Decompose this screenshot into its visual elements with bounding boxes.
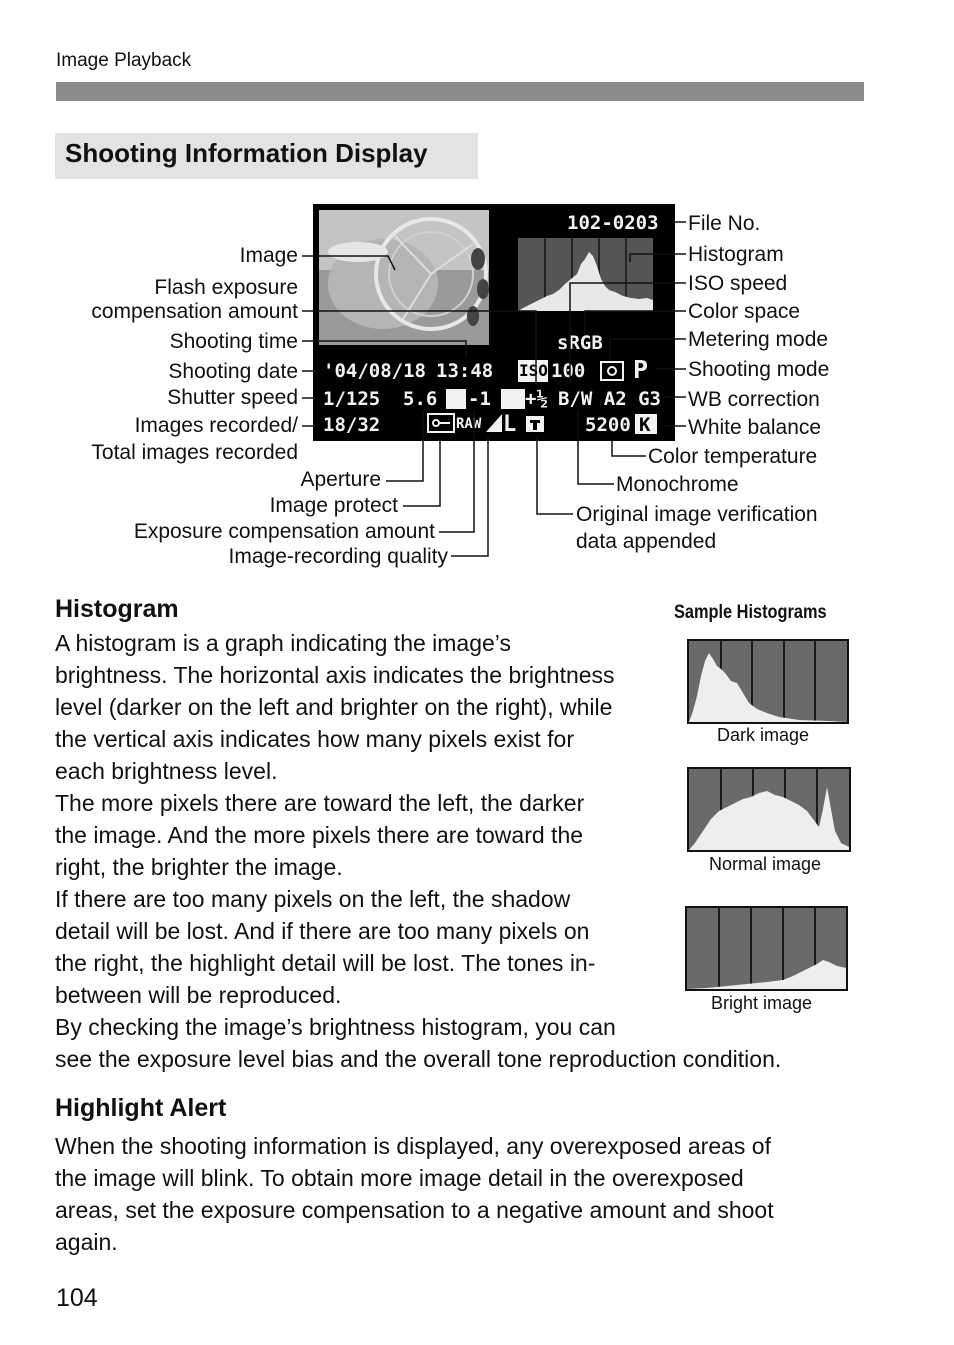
highlight-line: areas, set the exposure compensation to a negative amount and shoot: [55, 1197, 774, 1223]
lcd-color-temp: 5200: [585, 414, 631, 436]
lcd-iso-value: 100: [551, 360, 586, 382]
lcd-aperture: 5.6: [403, 388, 438, 410]
label-file-no: File No.: [688, 212, 761, 235]
label-white-balance: White balance: [688, 416, 822, 439]
histogram-line: right, the brighter the image.: [55, 854, 343, 880]
lcd-wb-correction: B/W A2 G3: [558, 388, 661, 410]
bright-histogram: [685, 906, 848, 991]
histogram-line: between will be reproduced.: [55, 982, 342, 1008]
label-color-temperature: Color temperature: [648, 445, 818, 468]
exp-comp-icon: [446, 389, 466, 409]
label-flash-comp-line2: compensation amount: [91, 300, 298, 323]
normal-histogram: [687, 767, 851, 852]
label-shooting-time: Shooting time: [169, 330, 298, 353]
lcd-quality-size: L: [503, 412, 517, 437]
label-color-space: Color space: [688, 300, 801, 323]
label-shooting-date: Shooting date: [168, 360, 298, 383]
highlight-heading: Highlight Alert: [55, 1094, 227, 1122]
histogram-line: A histogram is a graph indicating the image’s: [55, 630, 512, 656]
page-number: 104: [56, 1284, 98, 1312]
lcd-color-space: sRGB: [557, 332, 603, 354]
histogram-line: see the exposure level bias and the overall tone reproduction condition.: [55, 1046, 782, 1072]
highlight-line: again.: [55, 1229, 118, 1255]
histogram-line: By checking the image’s brightness histogram, you can: [55, 1014, 616, 1040]
label-verification-line2: data appended: [576, 530, 717, 553]
highlight-line: the image will blink. To obtain more image detail in the overexposed: [55, 1165, 744, 1191]
section-title: Shooting Information Display: [55, 133, 478, 179]
histogram-line: the vertical axis indicates how many pixels exist for: [55, 726, 574, 752]
lcd-exp-comp: -1: [468, 388, 491, 410]
histogram-line: the right, the highlight detail will be lost. The tones in-: [55, 950, 596, 976]
label-wb-correction: WB correction: [688, 388, 820, 411]
label-quality: Image-recording quality: [228, 545, 448, 568]
running-header: Image Playback: [56, 50, 192, 71]
lcd-images-count: 18/32: [323, 414, 381, 436]
label-monochrome: Monochrome: [616, 473, 739, 496]
histogram-line: detail will be lost. And if there are too many pixels on: [55, 918, 590, 944]
label-exposure-comp: Exposure compensation amount: [133, 520, 435, 543]
lcd-wb-symbol: K: [639, 414, 651, 436]
label-iso-speed: ISO speed: [688, 272, 788, 295]
highlight-body: [55, 1130, 915, 1258]
metering-icon: [601, 362, 623, 380]
dark-histogram: [687, 639, 849, 724]
lcd-quality-raw: RAW: [456, 416, 482, 432]
bright-image-caption: Bright image: [711, 993, 813, 1013]
label-image-protect: Image protect: [269, 494, 398, 517]
label-verification-line1: Original image verification: [576, 503, 818, 526]
normal-image-caption: Normal image: [709, 854, 822, 874]
sample-histograms-title: Sample Histograms: [674, 602, 827, 623]
label-shutter-speed: Shutter speed: [167, 386, 298, 409]
flash-comp-icon: [501, 389, 525, 409]
lcd-shutter: 1/125: [323, 388, 381, 410]
lcd-date: '04/08/18: [323, 360, 426, 382]
histogram-line: level (darker on the left and brighter on the right), while: [55, 694, 613, 720]
lcd-display: [313, 204, 675, 441]
quality-triangle-icon: [486, 414, 502, 432]
label-images-recorded-line2: Total images recorded: [91, 441, 298, 464]
label-images-recorded-line1: Images recorded/: [134, 414, 298, 437]
highlight-line: When the shooting information is displayed, any overexposed areas of: [55, 1133, 771, 1159]
histogram-line: each brightness level.: [55, 758, 278, 784]
lcd-time: 13:48: [436, 360, 494, 382]
lcd-flash-comp: +½: [525, 388, 548, 410]
histogram-line: brightness. The horizontal axis indicates the brightness: [55, 662, 615, 688]
header-rule: [56, 82, 864, 101]
lcd-file-no: 102-0203: [567, 212, 659, 234]
dark-image-caption: Dark image: [717, 725, 810, 745]
lcd-iso-label: ISO: [519, 361, 548, 380]
label-flash-comp-line1: Flash exposure: [154, 276, 298, 299]
label-shooting-mode: Shooting mode: [688, 358, 830, 381]
label-histogram: Histogram: [688, 243, 784, 266]
lcd-mode: P: [633, 355, 649, 384]
label-metering-mode: Metering mode: [688, 328, 829, 351]
histogram-line: the image. And the more pixels there are toward the: [55, 822, 584, 848]
label-aperture: Aperture: [300, 468, 381, 491]
label-image: Image: [239, 244, 298, 267]
histogram-line: The more pixels there are toward the left, the darker: [55, 790, 585, 816]
histogram-line: If there are too many pixels on the left, the shadow: [55, 886, 571, 912]
histogram-heading: Histogram: [55, 595, 179, 623]
